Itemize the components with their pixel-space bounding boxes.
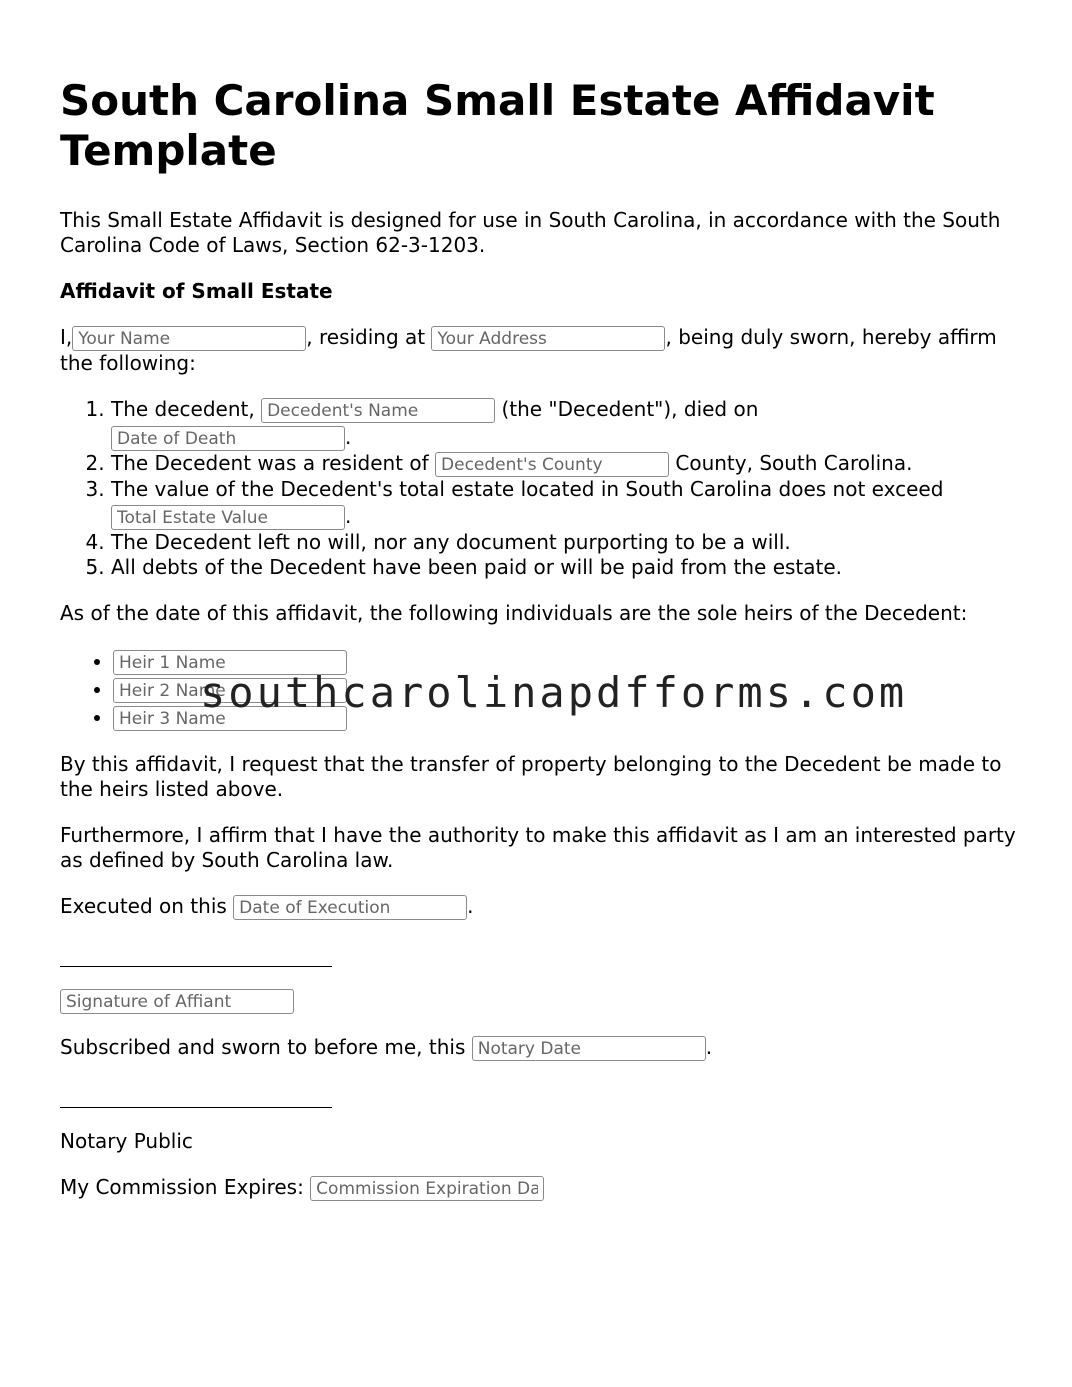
list-item [111,477,1020,530]
list-item: 4. The Decedent left no will, nor any document purporting to be a will. [111,530,1020,555]
item1-text: The decedent, [111,397,255,421]
notary-date-input[interactable] [472,1036,706,1061]
item2-text: The Decedent was a resident of [111,451,429,475]
list-item [111,397,1020,451]
item3-text: The value of the Decedent's total estate located in South Carolina does not exceed [111,477,944,501]
watermark-text: southcarolinapdfforms.com [200,668,908,717]
notary-public-label: Notary Public [60,1129,193,1153]
commission-line [60,1175,1020,1201]
commission-label: My Commission Expires: [60,1175,304,1199]
notary-signature-line [60,1082,332,1108]
affiant-signature-line [60,941,332,967]
heirs-list [60,647,1020,731]
decedent-name-input[interactable] [261,398,495,423]
subscribed-prefix: Subscribed and sworn to before me, this [60,1035,466,1059]
oath-prefix: I, [60,325,73,349]
intro-text: This Small Estate Affidavit is designed for use in South Carolina, in accordance with the South Carolina Code of Laws, Section 62-3-1203. [60,208,1001,257]
section-heading: Affidavit of Small Estate [60,279,333,303]
date-of-execution-input[interactable] [233,895,467,920]
period: . [345,425,352,449]
list-item [113,703,1020,731]
affidavit-document [60,76,1020,1222]
decedent-county-input[interactable] [435,452,669,477]
your-address-input[interactable] [431,326,665,351]
page-title: South Carolina Small Estate Affidavit Template [60,76,935,175]
date-of-death-input[interactable] [111,426,345,451]
period: . [345,504,352,528]
signature-of-affiant-input[interactable] [60,989,294,1014]
item2-text-b: County, South Carolina. [675,451,913,475]
commission-expiration-input[interactable] [310,1176,544,1201]
heirs-intro: As of the date of this affidavit, the following individuals are the sole heirs of the Decedent: [60,601,968,625]
authority-paragraph: Furthermore, I affirm that I have the authority to make this affidavit as I am an interested party as defined by South Carolina law. [60,823,1016,872]
affirmation-list [60,397,1020,580]
your-name-input[interactable] [72,326,306,351]
total-estate-value-input[interactable] [111,505,345,530]
item1-text-b: (the "Decedent"), died on [501,397,759,421]
executed-line [60,894,1020,920]
oath-middle: , residing at [306,325,426,349]
period: . [705,1035,713,1059]
oath-suffix: , being duly sworn, hereby affirm the following: [60,325,997,375]
request-paragraph: By this affidavit, I request that the transfer of property belonging to the Decedent be made to the heirs listed above. [60,752,1002,801]
signature-row [60,988,1020,1014]
list-item [113,675,1020,703]
period: . [467,894,474,918]
heir-2-input[interactable] [113,678,347,703]
subscribed-line [60,1035,1020,1061]
list-item [113,647,1020,675]
heir-1-input[interactable] [113,650,347,675]
list-item [111,451,1020,477]
oath-paragraph [60,325,1020,376]
list-item: 5. All debts of the Decedent have been paid or will be paid from the estate. [111,555,1020,580]
executed-prefix: Executed on this [60,894,227,918]
heir-3-input[interactable] [113,706,347,731]
